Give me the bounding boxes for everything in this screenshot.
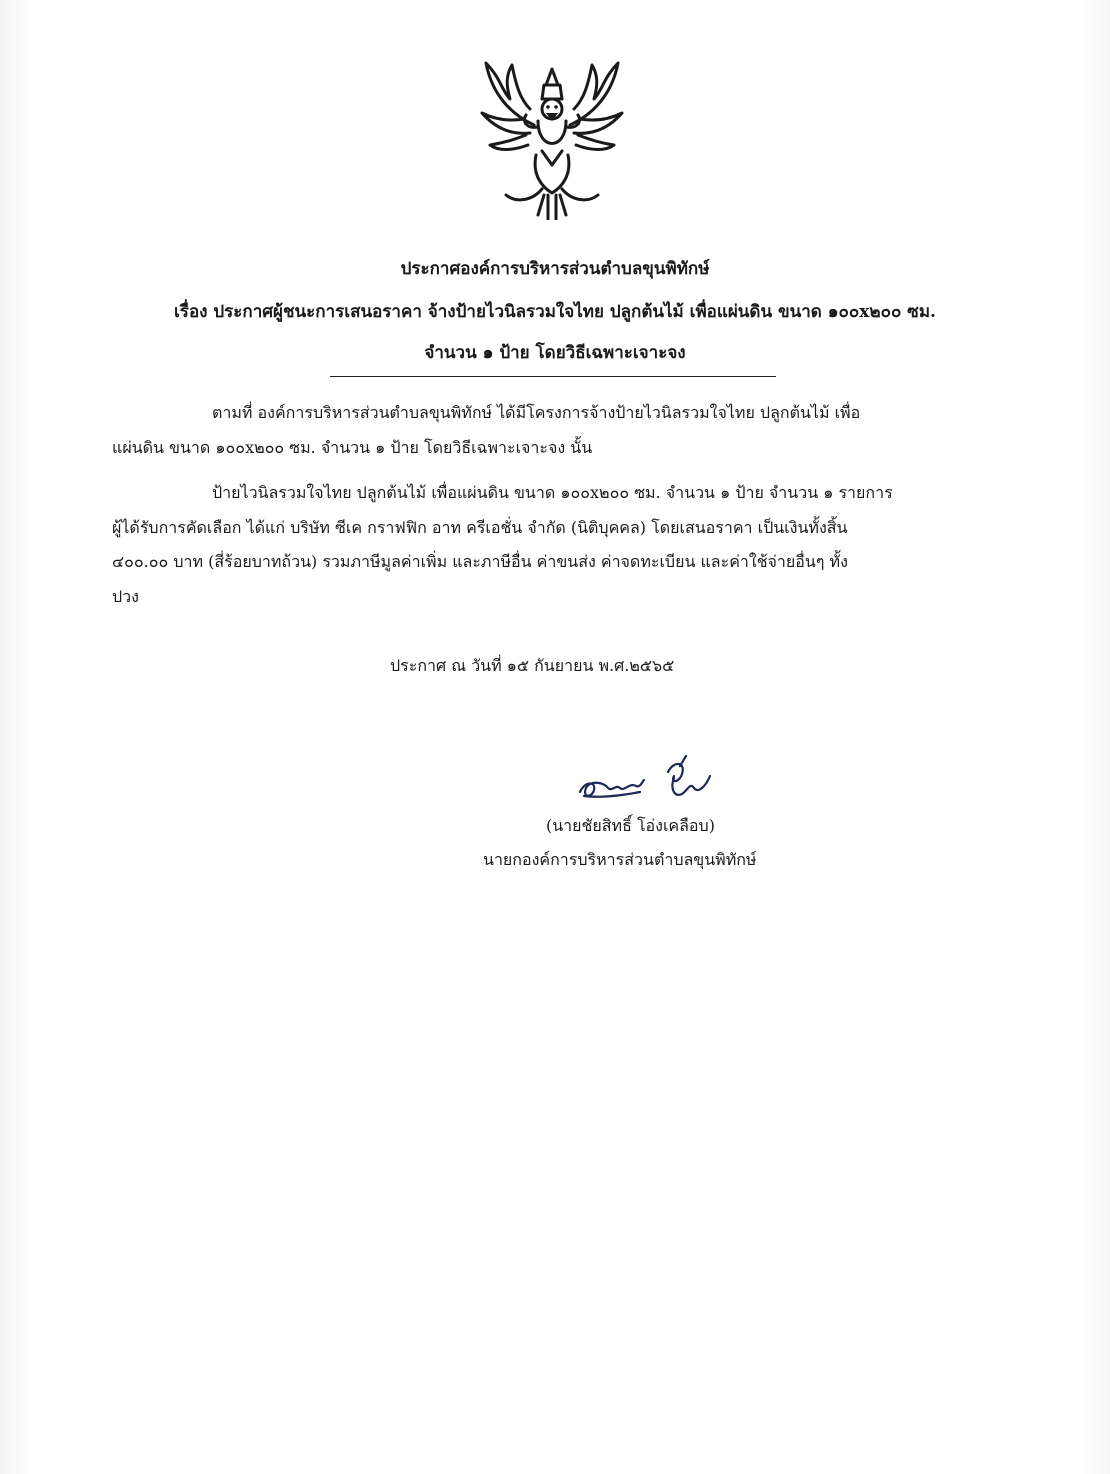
announcement-subject-continued: จำนวน ๑ ป้าย โดยวิธีเฉพาะเจาะจง [424, 343, 686, 363]
signer-position: นายกองค์การบริหารส่วนตำบลขุนพิทักษ์ [483, 850, 757, 869]
title-divider [330, 376, 776, 377]
handwritten-signature-icon [570, 752, 720, 810]
announcement-date: ประกาศ ณ วันที่ ๑๕ กันยายน พ.ศ.๒๕๖๕ [390, 656, 675, 675]
paragraph-1-line-1: ตามที่ องค์การบริหารส่วนตำบลขุนพิทักษ์ ได้มีโครงการจ้างป้ายไวนิลรวมใจไทย ปลูกต้นไม้ เพื่อ [212, 403, 861, 422]
paragraph-2-line-1: ป้ายไวนิลรวมใจไทย ปลูกต้นไม้ เพื่อแผ่นดิน ขนาด ๑๐๐x๒๐๐ ซม. จำนวน ๑ ป้าย จำนวน ๑ รายการ [212, 483, 893, 502]
signer-name: (นายชัยสิทธิ์ โอ่งเคลือบ) [546, 816, 715, 835]
announcement-title: ประกาศองค์การบริหารส่วนตำบลขุนพิทักษ์ [400, 259, 710, 279]
paragraph-2-line-2: ผู้ได้รับการคัดเลือก ได้แก่ บริษัท ซีเค กราฟฟิก อาท ครีเอชั่น จำกัด (นิติบุคคล) โดยเสนอราคา เป็นเงินทั้งสิ้น [112, 518, 848, 537]
announcement-subject: เรื่อง ประกาศผู้ชนะการเสนอราคา จ้างป้ายไวนิลรวมใจไทย ปลูกต้นไม้ เพื่อแผ่นดิน ขนาด ๑๐๐x๒๐๐ ซม. [174, 302, 936, 322]
paragraph-1-line-2: แผ่นดิน ขนาด ๑๐๐x๒๐๐ ซม. จำนวน ๑ ป้าย โดยวิธีเฉพาะเจาะจง นั้น [112, 438, 593, 457]
garuda-emblem-icon [472, 55, 632, 220]
paragraph-2-line-4: ปวง [112, 587, 139, 606]
paragraph-2-line-3: ๔๐๐.๐๐ บาท (สี่ร้อยบาทถ้วน) รวมภาษีมูลค่าเพิ่ม และภาษีอื่น ค่าขนส่ง ค่าจดทะเบียน และค่าใช้จ่ายอื่นๆ ทั้ง [112, 552, 848, 571]
